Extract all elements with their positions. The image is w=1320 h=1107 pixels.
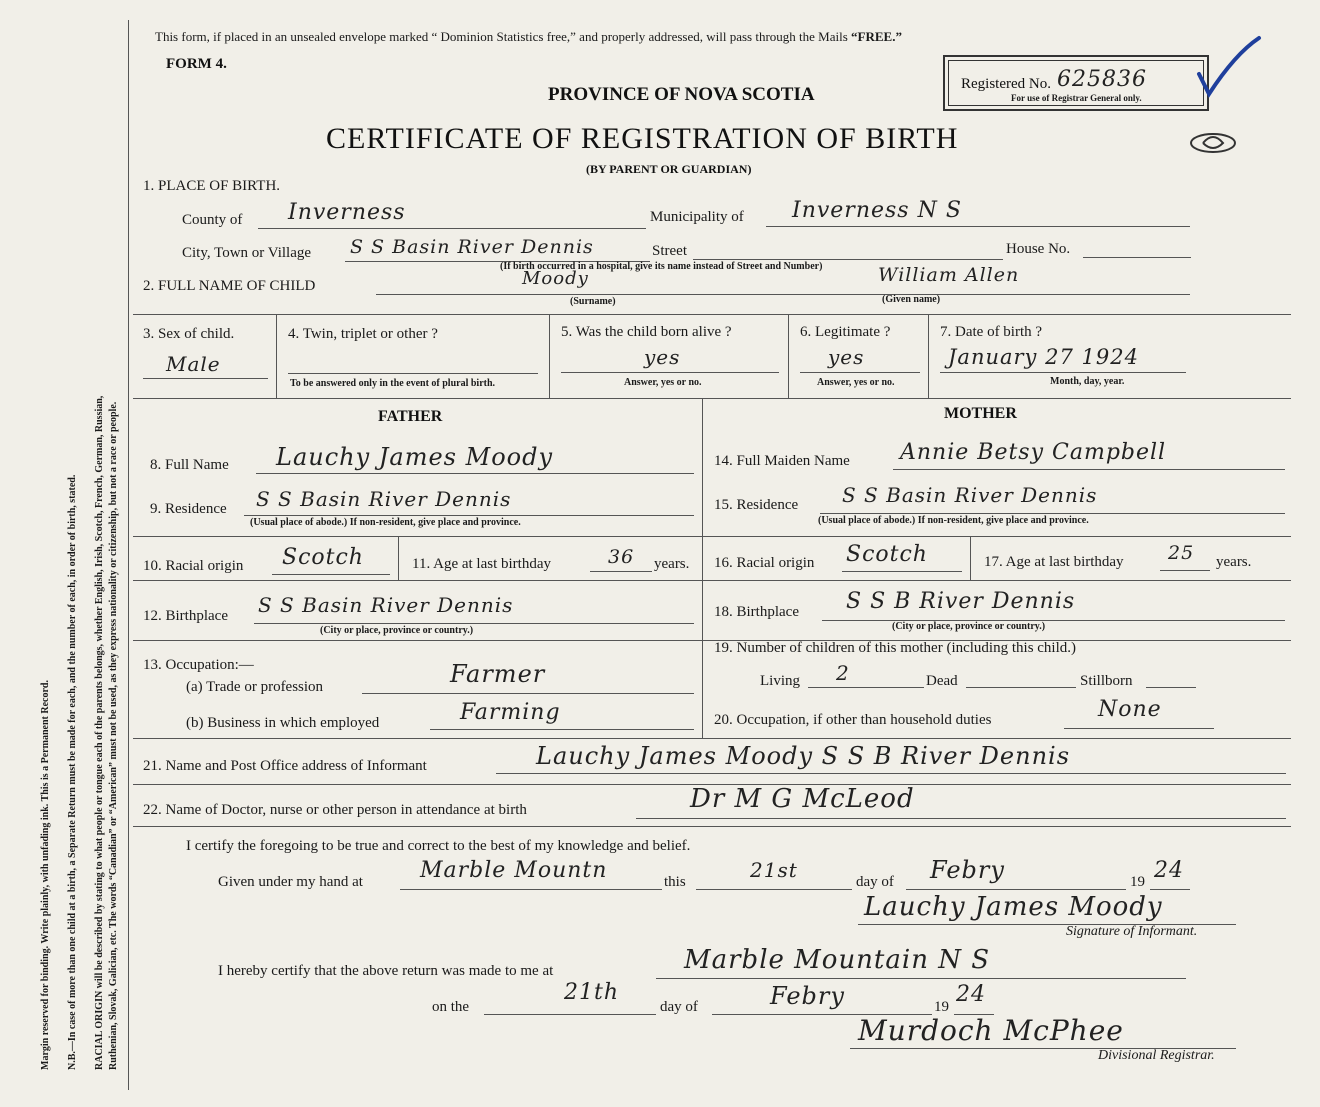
certify-month: Febry bbox=[930, 856, 1005, 884]
mother-name: Annie Betsy Campbell bbox=[900, 440, 1167, 465]
free-label: “FREE.” bbox=[851, 29, 902, 44]
mother-heading: MOTHER bbox=[944, 405, 1017, 422]
father-birthplace-label: 12. Birthplace bbox=[143, 608, 228, 624]
city-label: City, Town or Village bbox=[182, 245, 312, 261]
mother-birthplace: S S B River Dennis bbox=[846, 589, 1076, 614]
city-value: S S Basin River Dennis bbox=[350, 236, 594, 258]
registration-number: 625836 bbox=[1057, 67, 1147, 92]
father-birthplace-note: (City or place, province or country.) bbox=[320, 625, 474, 636]
certify-statement: I certify the foregoing to be true and correct to the best of my knowledge and belief. bbox=[186, 838, 691, 854]
form-left-border bbox=[128, 20, 129, 1090]
registrar-dayof-label: day of bbox=[660, 999, 698, 1015]
doctor-value: Dr M G McLeod bbox=[690, 784, 915, 814]
certify-dayof-label: day of bbox=[856, 874, 894, 890]
child-given-name: William Allen bbox=[878, 264, 1020, 286]
registrar-statement: I hereby certify that the above return was made to me at bbox=[218, 963, 554, 979]
checkmark-icon bbox=[1195, 34, 1265, 104]
informant-signature-caption: Signature of Informant. bbox=[1066, 924, 1198, 939]
county-label: County of bbox=[182, 212, 243, 228]
father-name-label: 8. Full Name bbox=[150, 457, 229, 473]
child-name-label: 2. FULL NAME OF CHILD bbox=[143, 278, 316, 294]
mother-children-label: 19. Number of children of this mother (including this child.) bbox=[714, 640, 1077, 656]
registration-box bbox=[943, 55, 1209, 111]
legitimate-value: yes bbox=[828, 345, 865, 369]
dob-label: 7. Date of birth ? bbox=[940, 324, 1043, 340]
father-trade-label: (a) Trade or profession bbox=[186, 679, 324, 695]
county-value: Inverness bbox=[288, 200, 406, 225]
registrar-mark-icon bbox=[1185, 128, 1245, 158]
informant-signature: Lauchy James Moody bbox=[864, 892, 1163, 922]
father-racial-label: 10. Racial origin bbox=[143, 558, 244, 574]
mother-birthplace-note: (City or place, province or country.) bbox=[892, 621, 1046, 632]
side-note-racial-2: Ruthenian, Slovak, Galician, etc. The words “Canadian” or “American” must not be used, as they express nationality or citizenship, but not a race or people. bbox=[108, 401, 119, 1070]
row3-top-border bbox=[133, 314, 1291, 315]
dob-note: Month, day, year. bbox=[1050, 376, 1125, 387]
house-label: House No. bbox=[1006, 241, 1071, 257]
top-notice: This form, if placed in an unsealed envelope marked “ Dominion Statistics free,” and properly addressed, will pass through the Mails “FREE.” bbox=[155, 29, 902, 44]
registrar-caption: Divisional Registrar. bbox=[1098, 1048, 1215, 1063]
dead-label: Dead bbox=[926, 673, 958, 689]
legitimate-label: 6. Legitimate ? bbox=[800, 324, 891, 340]
given-place: Marble Mountn bbox=[420, 858, 608, 883]
given-under-label: Given under my hand at bbox=[218, 874, 363, 890]
sex-value: Male bbox=[166, 352, 221, 376]
twin-note: To be answered only in the event of plural birth. bbox=[290, 378, 496, 389]
municipality-value: Inverness N S bbox=[792, 198, 962, 223]
registrar-day: 21th bbox=[564, 980, 620, 1005]
registrar-place: Marble Mountain N S bbox=[684, 945, 991, 975]
side-note-binding: Margin reserved for binding. Write plainly, with unfading ink. This is a Permanent Record. bbox=[40, 680, 51, 1070]
side-note-racial-1: RACIAL ORIGIN will be described by stating to what people or tongue each of the parents belongs, whether English, Irish, Scotch, French, German, Russian, bbox=[94, 395, 105, 1070]
mother-racial-label: 16. Racial origin bbox=[714, 555, 815, 571]
alive-label: 5. Was the child born alive ? bbox=[561, 324, 732, 340]
place-of-birth-heading: 1. PLACE OF BIRTH. bbox=[143, 178, 281, 194]
father-heading: FATHER bbox=[378, 408, 443, 425]
mother-age-label: 17. Age at last birthday bbox=[984, 554, 1124, 570]
father-age-label: 11. Age at last birthday bbox=[412, 556, 551, 572]
informant-label: 21. Name and Post Office address of Informant bbox=[143, 758, 427, 774]
dob-value: January 27 1924 bbox=[948, 345, 1139, 369]
father-residence: S S Basin River Dennis bbox=[256, 487, 512, 511]
legitimate-note: Answer, yes or no. bbox=[817, 377, 895, 388]
mother-birthplace-label: 18. Birthplace bbox=[714, 604, 799, 620]
street-label: Street bbox=[652, 243, 687, 259]
alive-note: Answer, yes or no. bbox=[624, 377, 702, 388]
certify-year-prefix: 19 bbox=[1130, 874, 1145, 890]
living-label: Living bbox=[760, 673, 800, 689]
informant-value: Lauchy James Moody S S B River Dennis bbox=[536, 742, 1071, 770]
father-age-unit: years. bbox=[654, 556, 690, 572]
registration-note: For use of Registrar General only. bbox=[1011, 93, 1142, 103]
child-surname: Moody bbox=[522, 268, 589, 289]
this-label: this bbox=[664, 874, 686, 890]
form-number: FORM 4. bbox=[166, 56, 227, 72]
parents-divider bbox=[702, 398, 703, 738]
father-residence-note: (Usual place of abode.) If non-resident, give place and province. bbox=[250, 517, 521, 528]
mother-racial: Scotch bbox=[846, 542, 928, 567]
registrar-month: Febry bbox=[770, 982, 845, 1010]
registrar-year-prefix: 19 bbox=[934, 999, 949, 1015]
father-racial: Scotch bbox=[282, 545, 364, 570]
living-value: 2 bbox=[836, 661, 850, 685]
father-residence-label: 9. Residence bbox=[150, 501, 227, 517]
municipality-label: Municipality of bbox=[650, 209, 744, 225]
twin-label: 4. Twin, triplet or other ? bbox=[288, 326, 438, 342]
page-title: CERTIFICATE OF REGISTRATION OF BIRTH bbox=[326, 122, 959, 155]
side-note-nb: N.B.—In case of more than one child at a birth, a Separate Return must be made for each, and the number of each, in order of birth, stated. bbox=[67, 474, 78, 1070]
registrar-on-label: on the bbox=[432, 999, 470, 1015]
province-heading: PROVINCE OF NOVA SCOTIA bbox=[548, 84, 815, 105]
stillborn-label: Stillborn bbox=[1080, 673, 1133, 689]
mother-age-unit: years. bbox=[1216, 554, 1252, 570]
mother-occupation: None bbox=[1098, 697, 1162, 722]
given-name-caption: (Given name) bbox=[882, 294, 941, 305]
page-subtitle: (BY PARENT OR GUARDIAN) bbox=[586, 162, 752, 176]
mother-occupation-label: 20. Occupation, if other than household duties bbox=[714, 712, 992, 728]
certify-year-suffix: 24 bbox=[1154, 858, 1184, 883]
father-occupation-label: 13. Occupation:— bbox=[143, 657, 254, 673]
alive-value: yes bbox=[644, 345, 681, 369]
surname-caption: (Surname) bbox=[570, 296, 616, 307]
father-age: 36 bbox=[608, 546, 635, 568]
registrar-year-suffix: 24 bbox=[956, 982, 986, 1007]
father-trade: Farmer bbox=[450, 660, 546, 688]
father-birthplace: S S Basin River Dennis bbox=[258, 593, 514, 617]
mother-age: 25 bbox=[1168, 542, 1195, 564]
father-name: Lauchy James Moody bbox=[276, 443, 554, 471]
father-business-label: (b) Business in which employed bbox=[186, 715, 380, 731]
father-business: Farming bbox=[460, 700, 561, 725]
registration-label: Registered No. bbox=[961, 76, 1051, 92]
mother-residence: S S Basin River Dennis bbox=[842, 483, 1098, 507]
hospital-note: (If birth occurred in a hospital, give its name instead of Street and Number) bbox=[500, 261, 823, 272]
mother-residence-label: 15. Residence bbox=[714, 497, 799, 513]
registrar-signature: Murdoch McPhee bbox=[858, 1014, 1124, 1047]
sex-label: 3. Sex of child. bbox=[143, 326, 235, 342]
mother-name-label: 14. Full Maiden Name bbox=[714, 453, 850, 469]
certify-day: 21st bbox=[750, 858, 798, 882]
doctor-label: 22. Name of Doctor, nurse or other person in attendance at birth bbox=[143, 802, 527, 818]
mother-residence-note: (Usual place of abode.) If non-resident, give place and province. bbox=[818, 515, 1089, 526]
